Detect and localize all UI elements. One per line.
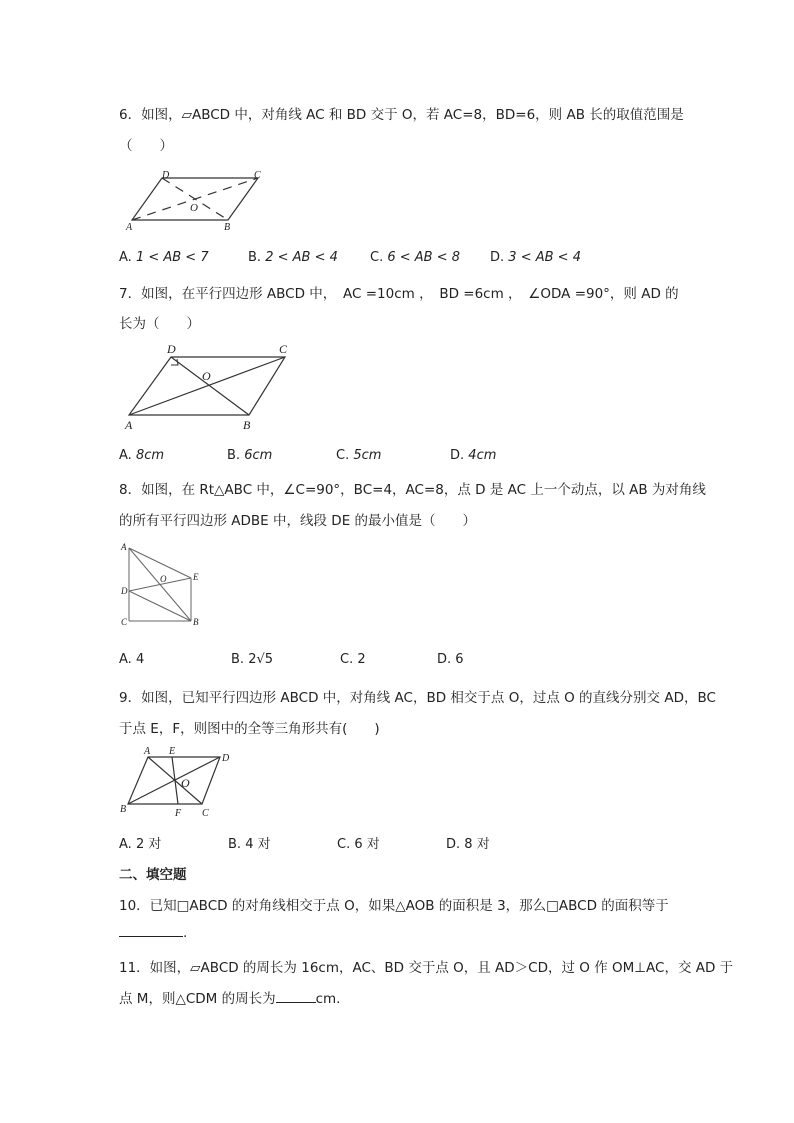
q6-label-b: B xyxy=(224,222,231,233)
q9-figure xyxy=(118,746,238,820)
q8-figure xyxy=(118,540,208,630)
q6-stem-line1: 6．如图，▱ABCD 中，对角线 AC 和 BD 交于 O，若 AC=8，BD=6，则 AB 长的取值范围是 xyxy=(119,107,684,123)
q8-label-b: B xyxy=(193,617,199,627)
q6-label-d: D xyxy=(162,170,170,181)
q8-label-d: D xyxy=(121,586,128,596)
q7-option-c[interactable]: C. 5cm xyxy=(336,448,382,463)
q8-label-a: A xyxy=(121,542,127,552)
q7-diagonal-bd xyxy=(171,357,249,415)
q9-option-c[interactable]: C. 6 对 xyxy=(337,837,380,852)
q9-option-a[interactable]: A. 2 对 xyxy=(119,837,162,852)
q7-figure xyxy=(121,340,301,432)
q11-stem-line2: 点 M，则△CDM 的周长为 cm. xyxy=(119,991,341,1007)
q11-answer-blank[interactable] xyxy=(276,990,316,1003)
q8-label-e: E xyxy=(193,572,199,582)
q7-diagonal-ac xyxy=(129,357,285,415)
q7-label-d: D xyxy=(167,342,176,356)
q6-label-c: C xyxy=(254,170,261,181)
q8-segment-db xyxy=(129,591,191,621)
q6-label-a: A xyxy=(126,222,133,233)
q9-option-d[interactable]: D. 8 对 xyxy=(446,837,490,852)
q11-stem-line1: 11．如图，▱ABCD 的周长为 16cm，AC、BD 交于点 O，且 AD＞CD，过 O 作 OM⊥AC，交 AD 于 xyxy=(119,960,734,976)
q6-label-o: O xyxy=(190,202,198,214)
q7-option-a[interactable]: A. 8cm xyxy=(119,448,165,463)
q9-label-e: E xyxy=(169,746,176,757)
q6-option-a[interactable]: A. 1 < AB < 7 xyxy=(119,250,209,265)
q10-answer-blank[interactable] xyxy=(119,924,183,937)
q9-label-c: C xyxy=(202,808,209,819)
q8-stem-line1: 8．如图，在 Rt△ABC 中，∠C=90°，BC=4，AC=8，点 D 是 AC 上一个动点，以 AB 为对角线 xyxy=(119,482,706,498)
q10-stem-line2: . xyxy=(119,924,187,941)
q10-stem-line1: 10．已知□ABCD 的对角线相交于点 O，如果△AOB 的面积是 3，那么□ABCD 的面积等于 xyxy=(119,898,669,914)
q8-option-c[interactable]: C. 2 xyxy=(340,652,366,667)
q9-stem-line1: 9．如图，已知平行四边形 ABCD 中，对角线 AC，BD 相交于点 O，过点 O 的直线分别交 AD，BC xyxy=(119,690,716,706)
q9-label-f: F xyxy=(175,808,182,819)
q8-label-o: O xyxy=(160,574,167,584)
q6-option-b[interactable]: B. 2 < AB < 4 xyxy=(248,250,338,265)
q8-stem-line2: 的所有平行四边形 ADBE 中，线段 DE 的最小值是（ ） xyxy=(119,513,477,529)
q9-stem-line2: 于点 E，F，则图中的全等三角形共有( ) xyxy=(119,721,380,737)
q9-label-a: A xyxy=(144,746,151,757)
q9-option-b[interactable]: B. 4 对 xyxy=(228,837,271,852)
section-title-fill-in: 二、填空题 xyxy=(119,867,187,883)
q9-diagonal-bd xyxy=(128,757,220,804)
q7-label-b: B xyxy=(243,418,251,432)
q8-option-a[interactable]: A. 4 xyxy=(119,652,145,667)
q8-label-c: C xyxy=(121,617,128,627)
q7-option-d[interactable]: D. 4cm xyxy=(450,448,497,463)
q9-label-o: O xyxy=(181,776,190,790)
q7-label-o: O xyxy=(202,369,211,383)
q6-stem-line2: （ ） xyxy=(119,138,173,154)
q7-option-b[interactable]: B. 6cm xyxy=(227,448,273,463)
q6-option-d[interactable]: D. 3 < AB < 4 xyxy=(490,250,581,265)
q8-option-b[interactable]: B. 2√5 xyxy=(231,652,274,667)
q9-label-d: D xyxy=(222,753,230,764)
q7-stem-line2: 长为（ ） xyxy=(119,316,200,332)
q8-option-d[interactable]: D. 6 xyxy=(437,652,464,667)
q7-stem-line1: 7．如图，在平行四边形 ABCD 中， AC =10cm ， BD =6cm ， ∠ODA =90°，则 AD 的 xyxy=(119,286,679,302)
q7-label-a: A xyxy=(125,418,133,432)
q6-option-c[interactable]: C. 6 < AB < 8 xyxy=(370,250,461,265)
q6-figure xyxy=(124,168,269,234)
q7-label-c: C xyxy=(279,342,288,356)
q9-label-b: B xyxy=(120,804,127,815)
